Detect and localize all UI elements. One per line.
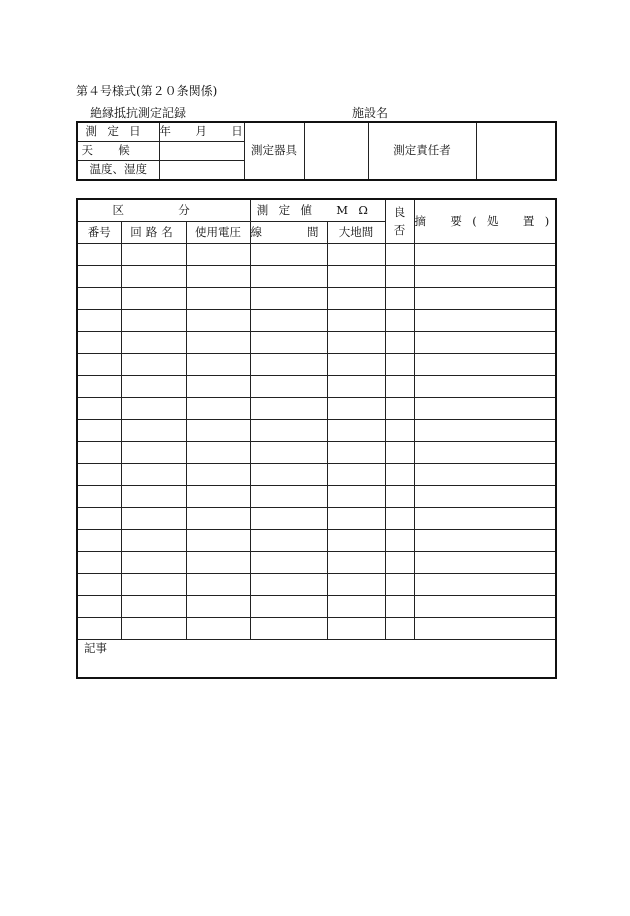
measured-value-header bbox=[250, 199, 385, 222]
table-row bbox=[77, 552, 556, 574]
notes-cell[interactable] bbox=[77, 640, 556, 679]
pass-fail-header bbox=[385, 199, 414, 244]
cell-to-ground[interactable] bbox=[327, 420, 385, 442]
cell-pass-fail[interactable] bbox=[385, 530, 414, 552]
temp-humidity-label: 温度、湿度 bbox=[77, 161, 159, 181]
cell-circuit-name[interactable] bbox=[121, 530, 186, 552]
responsible-label: 測定責任者 bbox=[368, 122, 476, 180]
cell-to-ground[interactable] bbox=[327, 596, 385, 618]
cell-number[interactable] bbox=[77, 574, 121, 596]
cell-remarks[interactable] bbox=[414, 486, 556, 508]
cell-to-ground[interactable] bbox=[327, 464, 385, 486]
cell-remarks[interactable] bbox=[414, 244, 556, 266]
table-row bbox=[77, 354, 556, 376]
cell-number[interactable] bbox=[77, 332, 121, 354]
cell-circuit-name[interactable] bbox=[121, 442, 186, 464]
cell-circuit-name[interactable] bbox=[121, 354, 186, 376]
measure-date-label: 測定日 bbox=[77, 122, 159, 142]
cell-to-ground[interactable] bbox=[327, 486, 385, 508]
cell-remarks[interactable] bbox=[414, 574, 556, 596]
cell-number[interactable] bbox=[77, 420, 121, 442]
responsible-field[interactable] bbox=[476, 122, 556, 180]
cell-pass-fail[interactable] bbox=[385, 552, 414, 574]
cell-voltage[interactable] bbox=[186, 266, 250, 288]
cell-to-ground[interactable] bbox=[327, 618, 385, 640]
cell-remarks[interactable] bbox=[414, 618, 556, 640]
cell-pass-fail[interactable] bbox=[385, 420, 414, 442]
cell-remarks[interactable] bbox=[414, 552, 556, 574]
table-row bbox=[77, 530, 556, 552]
cell-to-ground[interactable] bbox=[327, 266, 385, 288]
cell-number[interactable] bbox=[77, 552, 121, 574]
cell-to-ground[interactable] bbox=[327, 244, 385, 266]
cell-number[interactable] bbox=[77, 530, 121, 552]
table-row bbox=[77, 244, 556, 266]
cell-voltage[interactable] bbox=[186, 618, 250, 640]
notes-label: 記事 bbox=[84, 641, 107, 655]
remarks-header bbox=[414, 199, 560, 244]
cell-pass-fail[interactable] bbox=[385, 508, 414, 530]
cell-voltage[interactable] bbox=[186, 398, 250, 420]
cell-number[interactable] bbox=[77, 442, 121, 464]
cell-voltage[interactable] bbox=[186, 530, 250, 552]
cell-pass-fail[interactable] bbox=[385, 574, 414, 596]
cell-remarks[interactable] bbox=[414, 354, 556, 376]
cell-voltage[interactable] bbox=[186, 420, 250, 442]
cell-remarks[interactable] bbox=[414, 464, 556, 486]
cell-voltage[interactable] bbox=[186, 574, 250, 596]
cell-circuit-name[interactable] bbox=[121, 596, 186, 618]
cell-remarks[interactable] bbox=[414, 398, 556, 420]
cell-voltage[interactable] bbox=[186, 552, 250, 574]
cell-number[interactable] bbox=[77, 266, 121, 288]
page-blank-area bbox=[0, 700, 630, 916]
table-row bbox=[77, 596, 556, 618]
cell-line-to-line[interactable] bbox=[250, 486, 327, 508]
instrument-label: 測定器具 bbox=[244, 122, 304, 180]
cell-circuit-name[interactable] bbox=[121, 310, 186, 332]
cell-line-to-line[interactable] bbox=[250, 464, 327, 486]
cell-pass-fail[interactable] bbox=[385, 310, 414, 332]
cell-remarks[interactable] bbox=[414, 530, 556, 552]
cell-voltage[interactable] bbox=[186, 288, 250, 310]
measured-value-label: 測定値 MΩ bbox=[256, 202, 379, 217]
column-line-to-line bbox=[250, 222, 340, 244]
table-row bbox=[77, 310, 556, 332]
column-to-ground: 大地間 bbox=[327, 222, 385, 244]
cell-circuit-name[interactable] bbox=[121, 332, 186, 354]
fail-label: 否 bbox=[393, 222, 406, 237]
cell-to-ground[interactable] bbox=[327, 376, 385, 398]
cell-voltage[interactable] bbox=[186, 464, 250, 486]
cell-line-to-line[interactable] bbox=[250, 530, 327, 552]
cell-number[interactable] bbox=[77, 596, 121, 618]
instrument-field[interactable] bbox=[304, 122, 368, 180]
cell-pass-fail[interactable] bbox=[385, 244, 414, 266]
table-row bbox=[77, 288, 556, 310]
circuit-name-label: 回路名 bbox=[130, 224, 177, 239]
cell-line-to-line[interactable] bbox=[250, 288, 327, 310]
cell-to-ground[interactable] bbox=[327, 398, 385, 420]
cell-voltage[interactable] bbox=[186, 486, 250, 508]
cell-pass-fail[interactable] bbox=[385, 464, 414, 486]
cell-pass-fail[interactable] bbox=[385, 398, 414, 420]
cell-pass-fail[interactable] bbox=[385, 354, 414, 376]
cell-to-ground[interactable] bbox=[327, 332, 385, 354]
cell-circuit-name[interactable] bbox=[121, 574, 186, 596]
cell-to-ground[interactable] bbox=[327, 288, 385, 310]
cell-line-to-line[interactable] bbox=[250, 552, 327, 574]
cell-pass-fail[interactable] bbox=[385, 376, 414, 398]
table-row bbox=[77, 486, 556, 508]
cell-pass-fail[interactable] bbox=[385, 618, 414, 640]
cell-voltage[interactable] bbox=[186, 442, 250, 464]
cell-to-ground[interactable] bbox=[327, 508, 385, 530]
date-format-label: 年 月 日 bbox=[159, 124, 254, 139]
weather-label: 天候 bbox=[77, 142, 159, 161]
cell-circuit-name[interactable] bbox=[121, 508, 186, 530]
table-row bbox=[77, 618, 556, 640]
cell-voltage[interactable] bbox=[186, 244, 250, 266]
line-to-line-label: 線 間 bbox=[250, 224, 340, 239]
cell-pass-fail[interactable] bbox=[385, 486, 414, 508]
cell-line-to-line[interactable] bbox=[250, 574, 327, 596]
cell-remarks[interactable] bbox=[414, 442, 556, 464]
cell-number[interactable] bbox=[77, 618, 121, 640]
cell-circuit-name[interactable] bbox=[121, 266, 186, 288]
column-voltage: 使用電圧 bbox=[186, 222, 250, 244]
table-row bbox=[77, 464, 556, 486]
cell-pass-fail[interactable] bbox=[385, 266, 414, 288]
cell-pass-fail[interactable] bbox=[385, 596, 414, 618]
cell-number[interactable] bbox=[77, 486, 121, 508]
cell-circuit-name[interactable] bbox=[121, 618, 186, 640]
cell-voltage[interactable] bbox=[186, 376, 250, 398]
cell-remarks[interactable] bbox=[414, 288, 556, 310]
cell-circuit-name[interactable] bbox=[121, 552, 186, 574]
cell-line-to-line[interactable] bbox=[250, 618, 327, 640]
cell-remarks[interactable] bbox=[414, 420, 556, 442]
cell-circuit-name[interactable] bbox=[121, 420, 186, 442]
table-row bbox=[77, 376, 556, 398]
cell-line-to-line[interactable] bbox=[250, 508, 327, 530]
cell-remarks[interactable] bbox=[414, 266, 556, 288]
cell-line-to-line[interactable] bbox=[250, 266, 327, 288]
cell-line-to-line[interactable] bbox=[250, 442, 327, 464]
cell-line-to-line[interactable] bbox=[250, 310, 327, 332]
cell-voltage[interactable] bbox=[186, 596, 250, 618]
cell-remarks[interactable] bbox=[414, 508, 556, 530]
cell-line-to-line[interactable] bbox=[250, 596, 327, 618]
cell-to-ground[interactable] bbox=[327, 574, 385, 596]
cell-line-to-line[interactable] bbox=[250, 376, 327, 398]
cell-remarks[interactable] bbox=[414, 596, 556, 618]
table-row bbox=[77, 266, 556, 288]
cell-to-ground[interactable] bbox=[327, 442, 385, 464]
cell-circuit-name[interactable] bbox=[121, 376, 186, 398]
table-row bbox=[77, 420, 556, 442]
measure-date-field[interactable] bbox=[159, 122, 254, 142]
record-title: 絶縁抵抗測定記録 bbox=[90, 106, 187, 120]
cell-number[interactable] bbox=[77, 398, 121, 420]
cell-to-ground[interactable] bbox=[327, 354, 385, 376]
column-circuit-name bbox=[121, 222, 186, 244]
header-info-table bbox=[76, 121, 557, 181]
cell-pass-fail[interactable] bbox=[385, 442, 414, 464]
table-row bbox=[77, 398, 556, 420]
remarks-label: 摘 要(処 置) bbox=[414, 213, 560, 228]
cell-number[interactable] bbox=[77, 464, 121, 486]
cell-line-to-line[interactable] bbox=[250, 398, 327, 420]
cell-line-to-line[interactable] bbox=[250, 420, 327, 442]
cell-number[interactable] bbox=[77, 508, 121, 530]
weather-field[interactable] bbox=[159, 142, 244, 161]
cell-line-to-line[interactable] bbox=[250, 332, 327, 354]
cell-voltage[interactable] bbox=[186, 508, 250, 530]
cell-pass-fail[interactable] bbox=[385, 332, 414, 354]
column-number: 番号 bbox=[77, 222, 121, 244]
cell-remarks[interactable] bbox=[414, 332, 556, 354]
measurement-table bbox=[76, 198, 560, 679]
cell-circuit-name[interactable] bbox=[121, 486, 186, 508]
data-rows bbox=[77, 244, 556, 640]
cell-remarks[interactable] bbox=[414, 376, 556, 398]
division-header bbox=[77, 199, 250, 222]
cell-voltage[interactable] bbox=[186, 332, 250, 354]
cell-line-to-line[interactable] bbox=[250, 354, 327, 376]
cell-voltage[interactable] bbox=[186, 310, 250, 332]
table-row bbox=[77, 574, 556, 596]
cell-circuit-name[interactable] bbox=[121, 288, 186, 310]
cell-number[interactable] bbox=[77, 310, 121, 332]
cell-remarks[interactable] bbox=[414, 310, 556, 332]
table-row bbox=[77, 442, 556, 464]
division-label: 区 分 bbox=[112, 202, 216, 217]
cell-to-ground[interactable] bbox=[327, 530, 385, 552]
cell-number[interactable] bbox=[77, 376, 121, 398]
temp-humidity-field[interactable] bbox=[159, 161, 244, 181]
cell-pass-fail[interactable] bbox=[385, 288, 414, 310]
table-row bbox=[77, 332, 556, 354]
cell-to-ground[interactable] bbox=[327, 310, 385, 332]
cell-circuit-name[interactable] bbox=[121, 244, 186, 266]
pass-label: 良 bbox=[393, 205, 406, 220]
facility-label: 施設名 bbox=[352, 106, 389, 120]
cell-number[interactable] bbox=[77, 244, 121, 266]
cell-circuit-name[interactable] bbox=[121, 398, 186, 420]
cell-to-ground[interactable] bbox=[327, 552, 385, 574]
form-title: 第４号様式(第２０条関係) bbox=[76, 84, 218, 98]
cell-voltage[interactable] bbox=[186, 354, 250, 376]
cell-number[interactable] bbox=[77, 354, 121, 376]
cell-line-to-line[interactable] bbox=[250, 244, 327, 266]
table-row bbox=[77, 508, 556, 530]
cell-circuit-name[interactable] bbox=[121, 464, 186, 486]
cell-number[interactable] bbox=[77, 288, 121, 310]
